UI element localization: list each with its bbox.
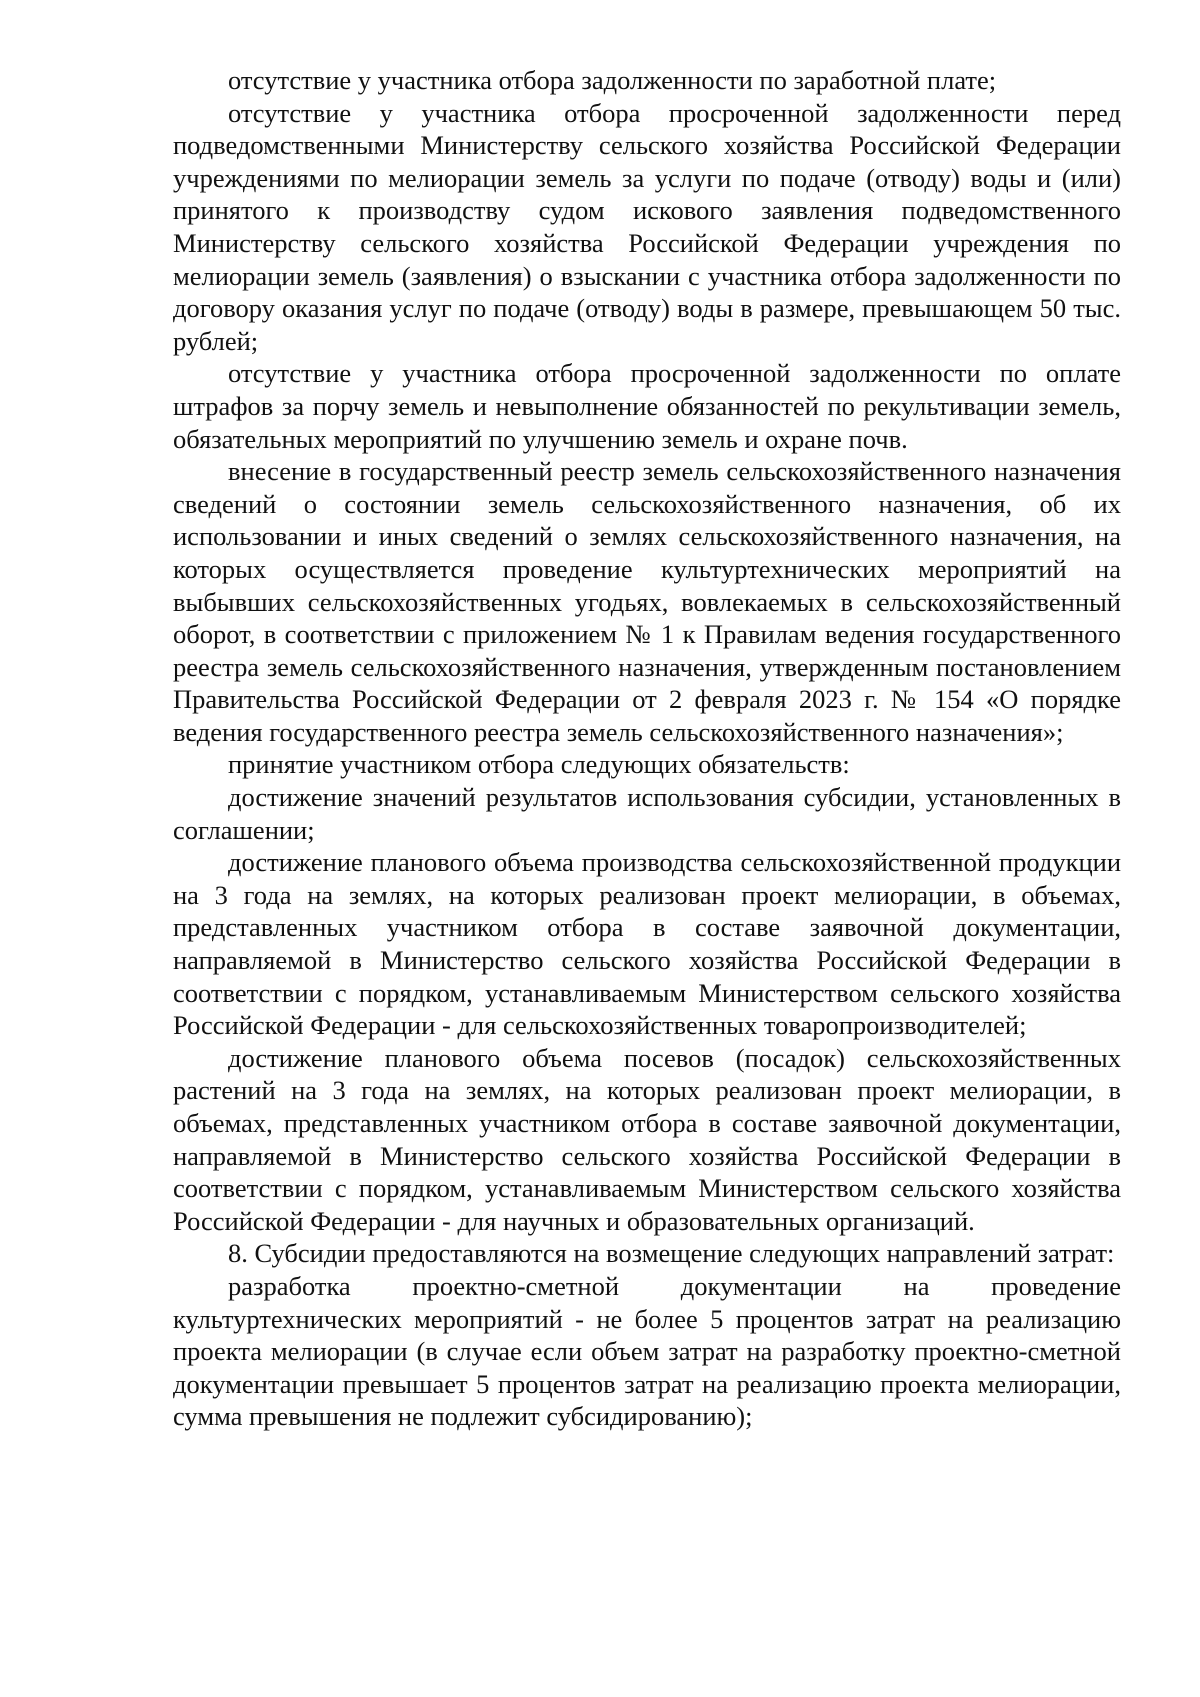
paragraph-design-documentation-costs: разработка проектно-сметной документации на проведение культуртехнических мероприятий - не более 5 процентов затрат на реализацию проекта мелиорации (в случае если объем затрат на разработку проектно-сметной документации превышает 5 процентов затрат на реализацию проекта мелиорации, сумма превышения не подлежит субсидированию); [173, 1270, 1121, 1432]
paragraph-no-wage-debt: отсутствие у участника отбора задолженности по заработной плате; [228, 65, 997, 95]
paragraph-no-fines-debt: отсутствие у участника отбора просроченной задолженности по оплате штрафов за порчу земель и невыполнение обязанностей по рекультивации земель, обязательных мероприятий по улучшению земель и охране почв. [173, 358, 1121, 454]
paragraph-land-registry-entry: внесение в государственный реестр земель сельскохозяйственного назначения сведений о состоянии земель сельскохозяйственного назначения, об их использовании и иных сведений о землях сельскохозяйственного назначения, на которых осуществляется проведение культуртехнических мероприятий на выбывших сельскохозяйственных угодьях, вовлекаемых в сельскохозяйственный оборот, в соответствии с приложением № 1 к Правилам ведения государственного реестра земель сельскохозяйственного назначения, утвержденным постановлением Правительства Российской Федерации от 2 февраля 2023 г. № 154 «О порядке ведения государственного реестра земель сельскохозяйственного назначения»; [173, 456, 1121, 747]
paragraph-obligation-results: достижение значений результатов использования субсидии, установленных в соглашении; [173, 782, 1121, 845]
document-page [173, 64, 1121, 1433]
paragraph-obligation-production-volume: достижение планового объема производства сельскохозяйственной продукции на 3 года на землях, на которых реализован проект мелиорации, в объемах, представленных участником отбора в составе заявочной документации, направляемой в Министерство сельского хозяйства Российской Федерации в соответствии с порядком, устанавливаемым Министерством сельского хозяйства Российской Федерации - для сельскохозяйственных товаропроизводителей; [173, 847, 1121, 1041]
paragraph-obligations-intro: принятие участником отбора следующих обязательств: [228, 749, 850, 780]
paragraph-no-water-service-debt: отсутствие у участника отбора просроченной задолженности перед подведомственными Министерству сельского хозяйства Российской Федерации учреждениями по мелиорации земель за услуги по подаче (отводу) воды и (или) принятого к производству судом искового заявления подведомственного Министерству сельского хозяйства Российской Федерации учреждения по мелиорации земель (заявления) о взыскании с участника отбора задолженности по договору оказания услуг по подаче (отводу) воды в размере, превышающем 50 тыс. рублей; [173, 97, 1121, 356]
paragraph-section-8: 8. Субсидии предоставляются на возмещение следующих направлений затрат: [228, 1238, 1115, 1269]
paragraph-obligation-sowing-volume: достижение планового объема посевов (посадок) сельскохозяйственных растений на 3 года на землях, на которых реализован проект мелиорации, в объемах, представленных участником отбора в составе заявочной документации, направляемой в Министерство сельского хозяйства Российской Федерации в соответствии с порядком, устанавливаемым Министерством сельского хозяйства Российской Федерации - для научных и образовательных организаций. [173, 1042, 1121, 1236]
